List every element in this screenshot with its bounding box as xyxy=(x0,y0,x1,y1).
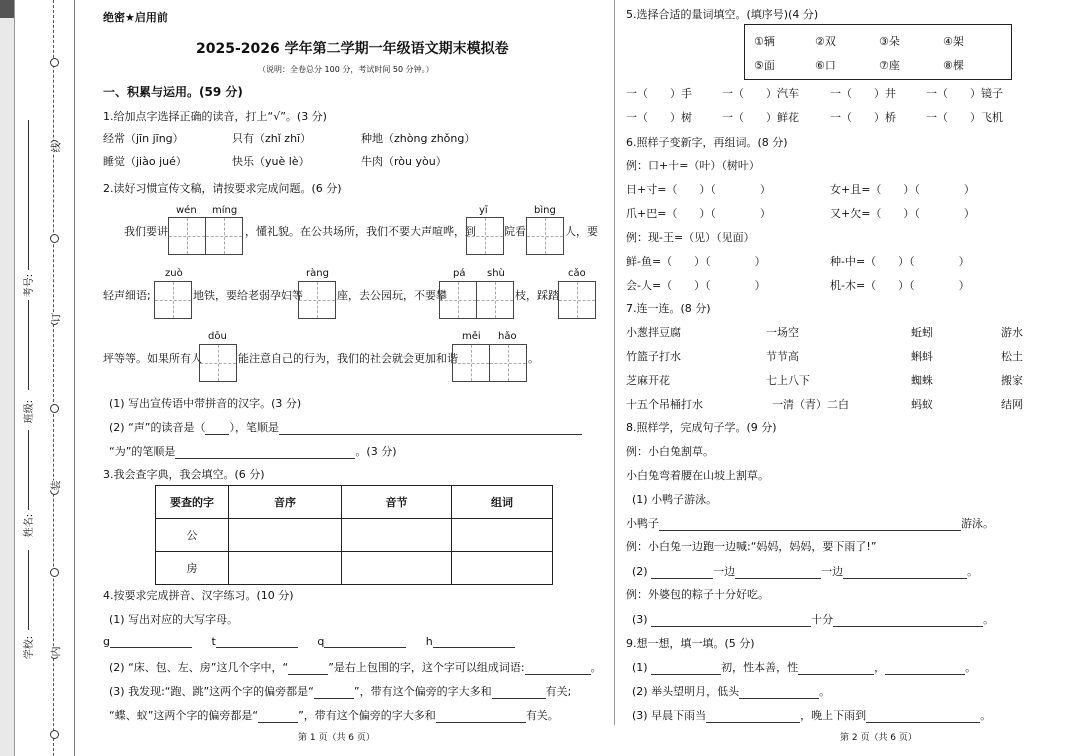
banji-line xyxy=(28,300,29,390)
binding-strip xyxy=(0,0,15,756)
answer-blank[interactable] xyxy=(324,636,406,648)
answer-blank[interactable] xyxy=(436,711,526,723)
hole-icon xyxy=(50,58,59,67)
tian-box[interactable] xyxy=(558,281,596,319)
q9-sub-3 xyxy=(632,707,991,723)
q9-heading: 9.想一想，填一填。(5 分) xyxy=(626,637,755,650)
kaohao-line xyxy=(28,120,29,270)
q4-sub-3b xyxy=(109,707,559,723)
q5-item: 一（ ）井 xyxy=(830,87,896,100)
match-item[interactable]: 松土 xyxy=(1001,350,1023,363)
q4-sub-2-text-c: 。 xyxy=(590,661,602,674)
q2-text: 。 xyxy=(528,352,539,365)
tian-box[interactable] xyxy=(154,281,192,319)
binding-marker xyxy=(0,0,14,18)
page-footer-right: 第 2 页（共 6 页） xyxy=(840,733,917,743)
tian-box[interactable] xyxy=(526,217,564,255)
q2-sub-1: (1) 写出宣传语中带拼音的汉字。(3 分) xyxy=(109,397,302,410)
match-item[interactable]: 游水 xyxy=(1001,326,1023,339)
match-item[interactable]: 芝麻开花 xyxy=(626,374,670,387)
pinyin: bìng xyxy=(534,205,556,216)
table-cell-input[interactable] xyxy=(452,519,553,552)
q8-text: 游泳。 xyxy=(961,517,994,530)
answer-blank[interactable] xyxy=(314,687,354,699)
hole-icon xyxy=(50,568,59,577)
pinyin: shù xyxy=(487,268,505,279)
school-line xyxy=(28,550,29,630)
table-header-row xyxy=(156,486,553,519)
table-cell-input[interactable] xyxy=(229,519,342,552)
q4-sub-2-text-b: ”是右上包围的字，这个字可以组成词语: xyxy=(328,661,525,674)
q6-item: 女+且=（ ）（ ） xyxy=(830,183,975,196)
pinyin: cǎo xyxy=(568,268,586,279)
q8-sub-2 xyxy=(632,563,978,579)
table-cell-input[interactable] xyxy=(342,519,452,552)
table-cell: 房 xyxy=(156,552,229,585)
exam-title: 2025-2026 学年第二学期一年级语文期末模拟卷 xyxy=(196,41,509,57)
q6-example: 例：现-王=（见）（见面） xyxy=(626,231,755,244)
side-mark-ding: 订 xyxy=(48,313,63,323)
tian-box[interactable] xyxy=(476,281,514,319)
pinyin: yī xyxy=(479,205,488,216)
pinyin: wén xyxy=(176,205,197,216)
q2-sub-2-text-d: 。(3 分) xyxy=(355,445,397,458)
q9-text: 初，性本善，性 xyxy=(721,661,799,674)
q1-item: 经常（jīn jīng） xyxy=(103,132,184,145)
q1-item: 睡觉（jiào jué） xyxy=(103,155,187,168)
q8-sub-3 xyxy=(632,611,994,627)
q5-heading: 5.选择合适的量词填空。(填序号)(4 分) xyxy=(626,8,819,21)
page-footer-left: 第 1 页（共 6 页） xyxy=(298,733,375,743)
answer-blank[interactable] xyxy=(798,663,874,675)
table-header: 要查的字 xyxy=(156,486,229,519)
q2-sub-2-text-a: (2) “声”的读音是（ xyxy=(109,421,206,434)
answer-blank[interactable] xyxy=(866,711,980,723)
dictionary-table xyxy=(155,485,553,585)
table-cell: 公 xyxy=(156,519,229,552)
measure-word-options-box xyxy=(744,24,1012,80)
hole-icon xyxy=(50,234,59,243)
letter: q xyxy=(317,635,325,648)
answer-blank[interactable] xyxy=(433,636,515,648)
q2-sub-2-text-b: ），笔顺是 xyxy=(229,421,279,434)
q9-text: ， xyxy=(874,661,886,674)
q2-text: 人，要 xyxy=(565,225,598,238)
q6-example: 例：口+十=（叶）（树叶） xyxy=(626,159,760,172)
q1-item: 只有（zhǐ zhī） xyxy=(232,132,312,145)
name-line xyxy=(28,430,29,510)
option: ③朵 xyxy=(879,35,900,48)
q5-item: 一（ ）树 xyxy=(626,111,692,124)
side-label-banji: 班级: xyxy=(24,399,36,424)
q2-text: 轻声细语; xyxy=(103,289,151,302)
q5-item: 一（ ）飞机 xyxy=(926,111,1003,124)
match-item[interactable]: 蜘蛛 xyxy=(911,374,933,387)
pinyin: hǎo xyxy=(498,331,517,342)
q6-item: 又+欠=（ ）（ ） xyxy=(830,207,975,220)
q8-example: 例：小白兔割草。 xyxy=(626,445,714,458)
q9-text: 。 xyxy=(819,685,831,698)
answer-blank[interactable] xyxy=(110,636,192,648)
q2-text: 坪等等。如果所有人 xyxy=(103,352,202,365)
pinyin: míng xyxy=(212,205,238,216)
match-item[interactable]: 小葱拌豆腐 xyxy=(626,326,681,339)
q2-sub-2-text-c: “为”的笔顺是 xyxy=(109,445,176,458)
table-header: 音序 xyxy=(229,486,342,519)
q4-sub-2 xyxy=(109,659,602,675)
answer-blank[interactable] xyxy=(706,711,800,723)
q7-heading: 7.连一连。(8 分) xyxy=(626,302,711,315)
q4-sub-3-text-c: 有关; xyxy=(545,685,572,698)
answer-blank[interactable] xyxy=(216,636,298,648)
q6-item: 鲜-鱼=（ ）（ ） xyxy=(626,255,766,268)
answer-blank[interactable] xyxy=(288,663,328,675)
match-item[interactable]: 一清（青）二白 xyxy=(772,398,849,411)
cut-line xyxy=(53,0,54,756)
answer-blank[interactable] xyxy=(175,447,355,459)
side-label-name: 姓名: xyxy=(24,513,36,538)
pinyin: zuò xyxy=(165,268,183,279)
table-cell-input[interactable] xyxy=(229,552,342,585)
q1-item: 牛肉（ròu yòu） xyxy=(361,155,447,168)
answer-blank[interactable] xyxy=(659,519,961,531)
q6-item: 爪+巴=（ ）（ ） xyxy=(626,207,771,220)
answer-blank[interactable] xyxy=(739,687,819,699)
answer-blank[interactable] xyxy=(885,663,965,675)
table-row xyxy=(156,552,553,585)
match-item[interactable]: 一场空 xyxy=(766,326,799,339)
q2-sub-2 xyxy=(109,419,582,435)
pinyin: ràng xyxy=(306,268,329,279)
q9-text: (3) 早晨下雨当 xyxy=(632,709,707,722)
q4-sub-2-text-a: (2) “床、包、左、房”这几个字中，“ xyxy=(109,661,289,674)
table-header: 音节 xyxy=(342,486,452,519)
hole-icon xyxy=(50,730,59,739)
match-item[interactable]: 搬家 xyxy=(1001,374,1023,387)
answer-blank[interactable] xyxy=(843,567,967,579)
q2-text: 我们要讲 xyxy=(124,225,168,238)
q4-heading: 4.按要求完成拼音、汉字练习。(10 分) xyxy=(103,589,294,602)
q4-sub-1: (1) 写出对应的大写字母。 xyxy=(109,613,239,626)
answer-blank[interactable] xyxy=(205,423,229,435)
q8-text: 。 xyxy=(967,565,979,578)
q1-heading: 1.给加点字选择正确的读音，打上“√”。(3 分) xyxy=(103,110,327,123)
side-label-school: 学校: xyxy=(24,635,36,660)
q8-sub-1-answer xyxy=(626,515,994,531)
answer-blank[interactable] xyxy=(525,663,591,675)
tian-box[interactable] xyxy=(452,344,490,382)
tian-box[interactable] xyxy=(199,344,237,382)
q9-text: (1) xyxy=(632,661,648,674)
q4-sub-3-text-d: “蝶、蚁”这两个字的偏旁都是“ xyxy=(109,709,259,722)
table-row xyxy=(156,519,553,552)
match-item[interactable]: 十五个吊桶打水 xyxy=(626,398,703,411)
q2-text: 院看 xyxy=(504,225,526,238)
q4-sub-3 xyxy=(109,683,571,699)
q9-text: ，晚上下雨到 xyxy=(800,709,867,722)
option: ⑧棵 xyxy=(943,59,964,72)
tian-box[interactable] xyxy=(298,281,336,319)
q8-sub-1: (1) 小鸭子游泳。 xyxy=(632,493,718,506)
q5-item: 一（ ）手 xyxy=(626,87,692,100)
option: ⑥口 xyxy=(815,59,836,72)
q8-text: 一边 xyxy=(821,565,844,578)
match-item[interactable]: 结网 xyxy=(1001,398,1023,411)
letter: g xyxy=(103,635,110,648)
q8-example: 小白兔弯着腰在山坡上割草。 xyxy=(626,469,769,482)
letter: h xyxy=(425,635,433,648)
q4-sub-3-text-a: (3) 我发现:“跑、跳”这两个字的偏旁都是“ xyxy=(109,685,314,698)
q2-text: ，懂礼貌。在公共场所，我们不要大声喧哗，到 xyxy=(245,225,476,238)
side-mark-zhuang: 装 xyxy=(48,481,63,491)
match-item[interactable]: 蚯蚓 xyxy=(911,326,933,339)
side-label-kaohao: 考号: xyxy=(24,273,36,298)
q9-text: 。 xyxy=(965,661,977,674)
q2-text: 能注意自己的行为，我们的社会就会更加和谐 xyxy=(238,352,458,365)
match-item[interactable]: 蝌蚪 xyxy=(911,350,933,363)
q6-heading: 6.照样子变新字，再组词。(8 分) xyxy=(626,136,788,149)
page-divider xyxy=(614,0,615,725)
q2-heading: 2.读好习惯宣传文稿，请按要求完成问题。(6 分) xyxy=(103,182,342,195)
hole-icon xyxy=(50,404,59,413)
q5-item: 一（ ）镜子 xyxy=(926,87,1003,100)
q6-item: 机-木=（ ）（ ） xyxy=(830,279,970,292)
answer-blank[interactable] xyxy=(833,615,983,627)
section-1-heading: 一、积累与运用。(59 分) xyxy=(103,85,243,99)
answer-blank[interactable] xyxy=(492,687,546,699)
q8-text: (2) xyxy=(632,565,648,578)
option: ①辆 xyxy=(754,35,775,48)
q8-text: 。 xyxy=(983,613,995,626)
letter: t xyxy=(211,635,216,648)
exam-note: （说明：全卷总分 100 分，考试时间 50 分钟。） xyxy=(258,65,434,74)
q9-sub-2 xyxy=(632,683,830,699)
q8-text: 十分 xyxy=(811,613,834,626)
answer-blank[interactable] xyxy=(258,711,298,723)
margin-line xyxy=(74,0,75,756)
q9-sub-1 xyxy=(632,659,976,675)
q4-sub-3-text-e: ”，带有这个偏旁的字大多和 xyxy=(298,709,436,722)
option: ⑤面 xyxy=(754,59,775,72)
secret-label: 绝密★启用前 xyxy=(103,11,168,24)
side-mark-xian: 线 xyxy=(48,143,63,153)
match-item[interactable]: 蚂蚁 xyxy=(911,398,933,411)
q4-sub-3-text-f: 有关。 xyxy=(525,709,559,722)
tian-box[interactable] xyxy=(205,217,243,255)
option: ④架 xyxy=(943,35,964,48)
q8-text: 小鸭子 xyxy=(626,517,659,530)
q4-sub-3-text-b: ”，带有这个偏旁的字大多和 xyxy=(353,685,492,698)
pinyin: pá xyxy=(453,268,466,279)
match-item[interactable]: 七上八下 xyxy=(766,374,810,387)
q5-item: 一（ ）汽车 xyxy=(722,87,799,100)
q6-item: 日+寸=（ ）（ ） xyxy=(626,183,771,196)
answer-blank[interactable] xyxy=(651,615,811,627)
q2-text: 地铁，要给老弱孕妇等 xyxy=(193,289,303,302)
match-item[interactable]: 节节高 xyxy=(766,350,799,363)
q9-text: 。 xyxy=(980,709,992,722)
side-mark-nei: 内 xyxy=(48,647,63,657)
table-header: 组词 xyxy=(452,486,553,519)
q2-sub-2b xyxy=(109,443,396,459)
answer-blank[interactable] xyxy=(651,663,721,675)
q8-example: 例：外婆包的粽子十分好吃。 xyxy=(626,588,769,601)
match-item[interactable]: 竹篮子打水 xyxy=(626,350,681,363)
q8-text: 一边 xyxy=(713,565,736,578)
q2-text: 座，去公园玩，不要攀 xyxy=(337,289,447,302)
q2-text: 枝，踩踏 xyxy=(515,289,559,302)
q3-heading: 3.我会查字典，我会填空。(6 分) xyxy=(103,468,265,481)
tian-box[interactable] xyxy=(489,344,527,382)
option: ⑦座 xyxy=(879,59,900,72)
q1-item: 快乐（yuè lè） xyxy=(232,155,310,168)
q6-item: 会-人=（ ）（ ） xyxy=(626,279,766,292)
q1-item: 种地（zhòng zhǒng） xyxy=(361,132,476,145)
q9-text: (2) 举头望明月，低头 xyxy=(632,685,740,698)
q4-letters xyxy=(103,635,515,648)
q5-item: 一（ ）桥 xyxy=(830,111,896,124)
tian-box[interactable] xyxy=(168,217,206,255)
tian-box[interactable] xyxy=(439,281,477,319)
option: ②双 xyxy=(815,35,836,48)
q6-item: 种-中=（ ）（ ） xyxy=(830,255,970,268)
pinyin: dōu xyxy=(208,331,227,342)
q5-item: 一（ ）鲜花 xyxy=(722,111,799,124)
q8-example: 例：小白兔一边跑一边喊:“妈妈，妈妈，要下雨了!” xyxy=(626,540,877,553)
q8-heading: 8.照样学，完成句子学。(9 分) xyxy=(626,421,777,434)
pinyin: měi xyxy=(462,331,481,342)
q8-text: (3) xyxy=(632,613,648,626)
answer-blank[interactable] xyxy=(279,423,582,435)
answer-blank[interactable] xyxy=(651,567,713,579)
answer-blank[interactable] xyxy=(735,567,821,579)
tian-box[interactable] xyxy=(466,217,504,255)
table-cell-input[interactable] xyxy=(342,552,452,585)
table-cell-input[interactable] xyxy=(452,552,553,585)
